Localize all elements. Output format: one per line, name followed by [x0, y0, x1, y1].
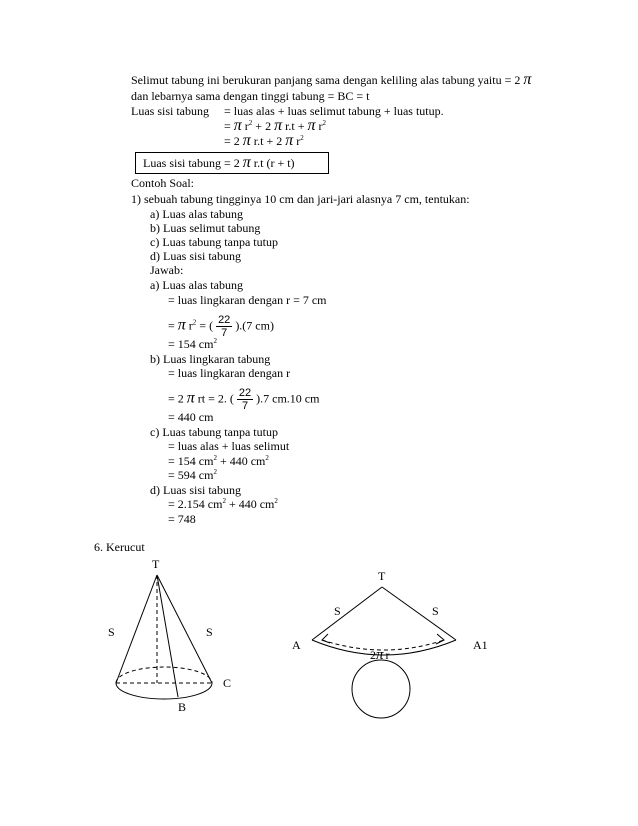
intro-line-4: = π $r^2 + 2$ π r.t + π $r^2$ — [224, 117, 327, 134]
answer-a-line-1: = luas lingkaran dengan r = 7 cm — [168, 293, 327, 307]
answer-b-line-2: = 2 π rt = 2. ( $\frac{22}{7}$ ).7 cm.10 cm — [168, 387, 320, 412]
answer-c-line-3: = 594 $cm^2$ — [168, 468, 217, 482]
cone-label-C: C — [223, 676, 232, 690]
example-heading: Contoh Soal: — [131, 176, 195, 190]
cone-label-S-right: S — [206, 625, 213, 639]
answer-d-line-1: = 2.154 $cm^2 + 440$ $cm^2$ — [168, 497, 278, 511]
net-label-S-left: S — [334, 604, 341, 618]
jawab-label: Jawab: — [150, 263, 184, 277]
cone-base-back — [116, 667, 212, 683]
example-item-d: d) Luas sisi tabung — [150, 249, 241, 263]
cone-label-B: B — [178, 700, 187, 714]
intro-line-3-formula: = luas alas + luas selimut tabung + luas tutup. — [224, 104, 444, 118]
answer-c-line-2: = 154 $cm^2 + 440$ $cm^2$ — [168, 454, 269, 468]
example-item-c: c) Luas tabung tanpa tutup — [150, 235, 278, 249]
cone-label-T: T — [152, 557, 160, 571]
section-heading: 6. Kerucut — [94, 540, 145, 554]
arrowhead-left — [322, 634, 330, 643]
answer-a-line-2: = π $r^2$ = ( $\frac{22}{7}$ ).(7 cm) — [168, 314, 274, 339]
cone-label-S-left: S — [108, 625, 115, 639]
net-edge-right — [382, 587, 456, 640]
example-item-b: b) Luas selimut tabung — [150, 221, 261, 235]
answer-d-title: d) Luas sisi tabung — [150, 483, 241, 497]
net-arc — [312, 640, 456, 655]
example-question: 1) sebuah tabung tingginya 10 cm dan jari-jari alasnya 7 cm, tentukan: — [131, 192, 470, 206]
example-item-a: a) Luas alas tabung — [150, 207, 243, 221]
answer-a-title: a) Luas alas tabung — [150, 278, 243, 292]
answer-b-line-1: = luas lingkaran dengan r — [168, 366, 291, 380]
cone-slant-right — [157, 575, 212, 683]
answer-a-line-3: = 154 $cm^2$ — [168, 337, 217, 351]
intro-line-2: dan lebarnya sama dengan tinggi tabung = BC = t — [131, 89, 370, 103]
cone-diagram — [116, 575, 212, 699]
cone-slant-left — [116, 575, 157, 683]
answer-c-line-1: = luas alas + luas selimut — [168, 439, 290, 453]
answer-d-line-2: = 748 — [168, 512, 196, 526]
answer-c-title: c) Luas tabung tanpa tutup — [150, 425, 278, 439]
intro-line-5: = 2 π r.t + 2 π $r^2$ — [224, 132, 304, 149]
fraction-22-7: $\frac{22}{7}$ — [218, 314, 231, 339]
net-label-A: A — [292, 638, 301, 652]
formula-box-text: Luas sisi tabung = 2 π r.t (r + t) — [143, 154, 295, 171]
cone-base-front — [116, 683, 212, 699]
arrowhead-right — [436, 634, 444, 644]
net-arc-label: 2π r — [370, 647, 390, 663]
net-edge-left — [312, 587, 382, 640]
net-label-S-right: S — [432, 604, 439, 618]
answer-b-line-3: = 440 cm — [168, 410, 214, 424]
intro-line-3-label: Luas sisi tabung — [131, 104, 209, 118]
answer-b-title: b) Luas lingkaran tabung — [150, 352, 271, 366]
intro-line-1: Selimut tabung ini berukuran panjang sama dengan keliling alas tabung yaitu = 2 π — [131, 71, 532, 88]
net-base-circle — [352, 660, 410, 718]
fraction-22-7: $\frac{22}{7}$ — [238, 387, 252, 412]
cone-slant-b — [157, 575, 178, 697]
net-label-A1: A1 — [473, 638, 488, 652]
net-label-T: T — [378, 569, 386, 583]
